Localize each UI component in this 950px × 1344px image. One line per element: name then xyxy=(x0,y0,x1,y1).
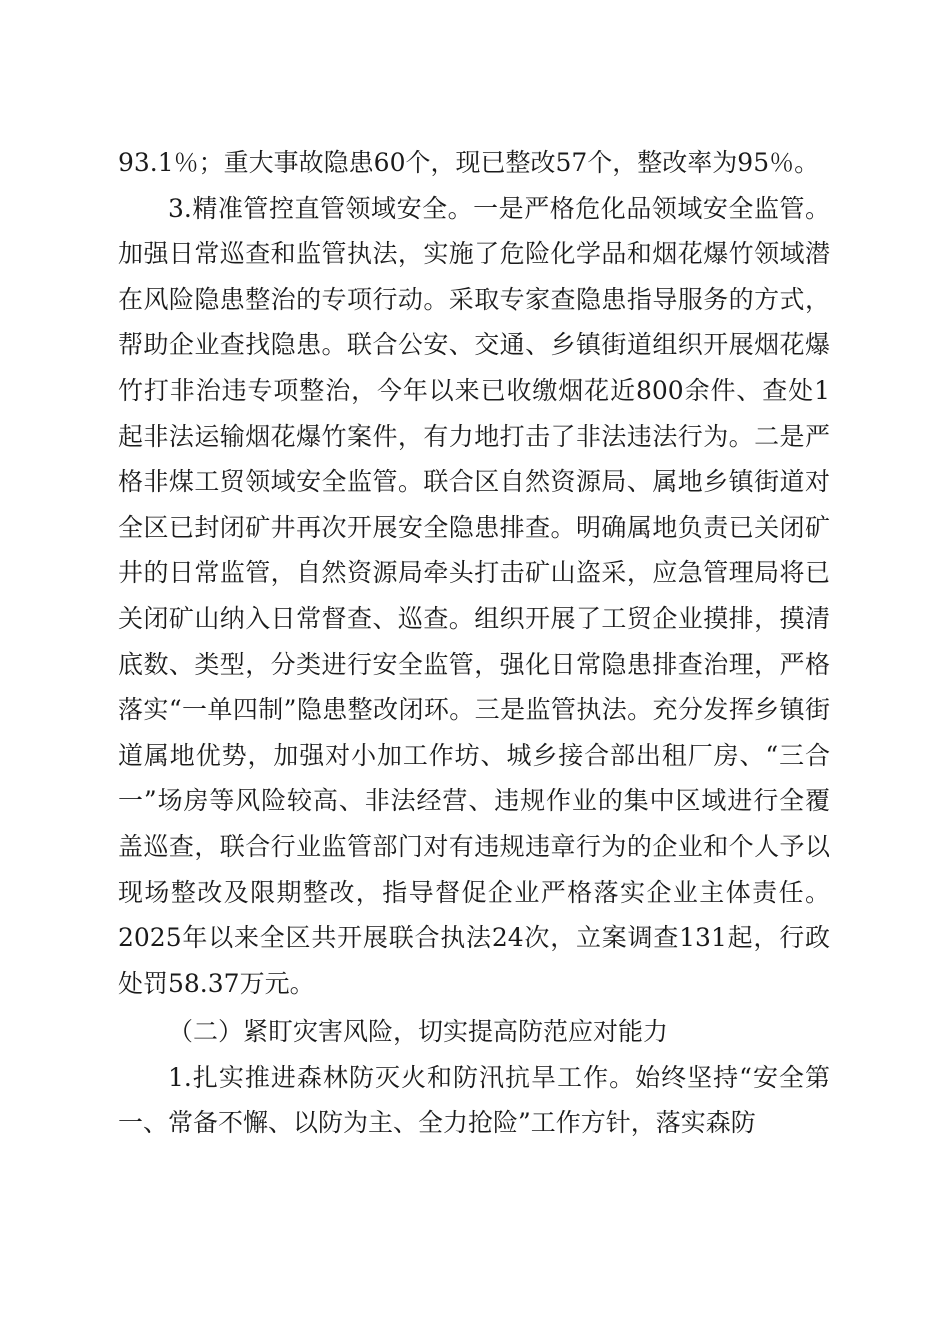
section-heading-disaster-risk: （二）紧盯灾害风险，切实提高防范应对能力 xyxy=(168,1017,669,1047)
paragraph-continuation: 93.1％；重大事故隐患60个，现已整改57个，整改率为95％。 xyxy=(118,148,820,177)
paragraph-forest-fire-flood-control: 1.扎实推进森林防灭火和防汛抗旱工作。始终坚持“安全第一、常备不懈、以防为主、全力抢险”工作方针，落实森防 xyxy=(118,1062,830,1138)
document-page xyxy=(118,140,830,1146)
paragraph-direct-supervision-safety: 3.精准管控直管领域安全。一是严格危化品领域安全监管。加强日常巡查和监管执法，实施了危险化学品和烟花爆竹领域潜在风险隐患整治的专项行动。采取专家查隐患指导服务的方式，帮助企业查找隐患。联合公安、交通、乡镇街道组织开展烟花爆竹打非治违专项整治，今年以来已收缴烟花近800余件、查处1起非法运输烟花爆竹案件，有力地打击了非法违法行为。二是严格非煤工贸领域安全监管。联合区自然资源局、属地乡镇街道对全区已封闭矿井再次开展安全隐患排查。明确属地负责已关闭矿井的日常监管，自然资源局牵头打击矿山盗采，应急管理局将已关闭矿山纳入日常督查、巡查。组织开展了工贸企业摸排，摸清底数、类型，分类进行安全监管，强化日常隐患排查治理，严格落实“一单四制”隐患整改闭环。三是监管执法。充分发挥乡镇街道属地优势，加强对小加工作坊、城乡接合部出租厂房、“三合一”场房等风险较高、非法经营、违规作业的集中区域进行全覆盖巡查，联合行业监管部门对有违规违章行为的企业和个人予以现场整改及限期整改，指导督促企业严格落实企业主体责任。2025年以来全区共开展联合执法24次，立案调查131起，行政处罚58.37万元。 xyxy=(118,193,830,998)
